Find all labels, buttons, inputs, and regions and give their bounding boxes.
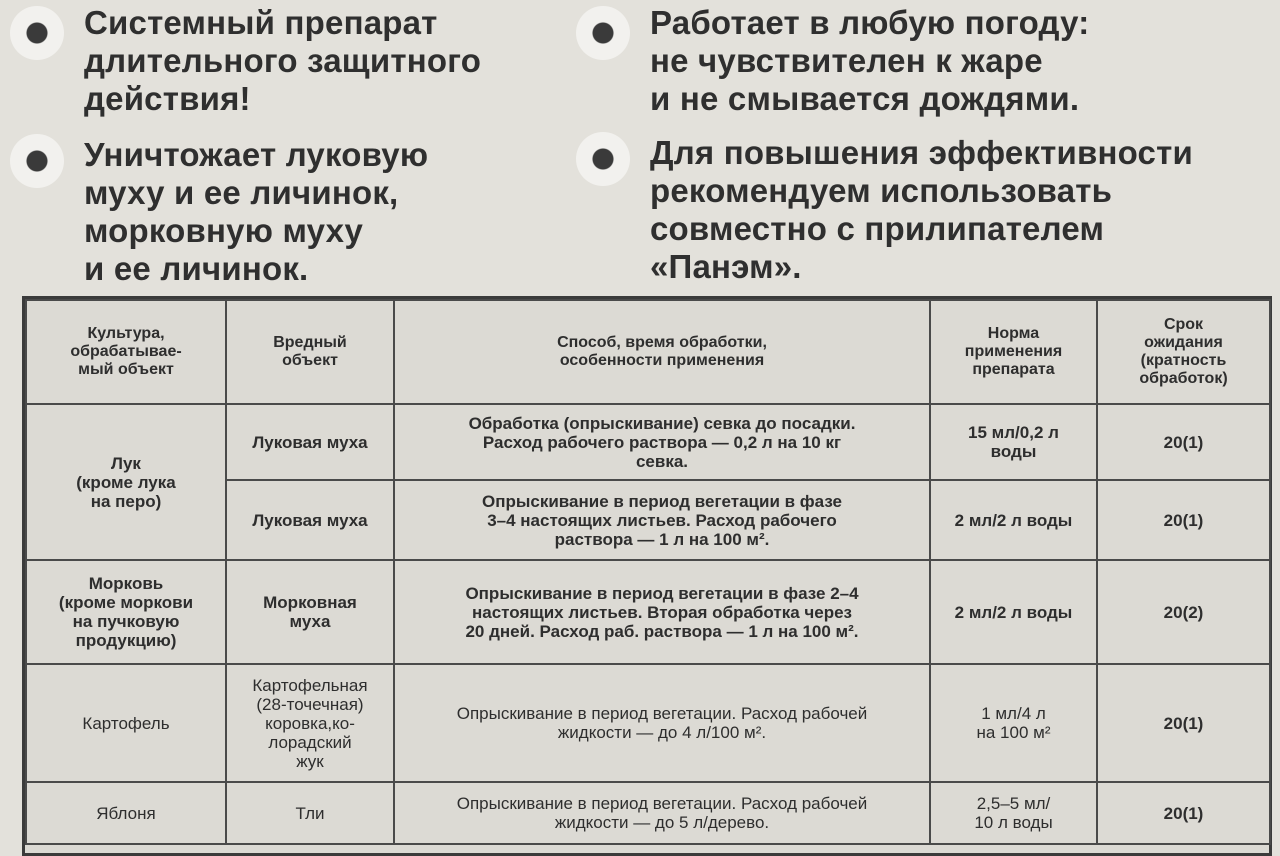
cell-pest: Луковая муха <box>226 404 394 480</box>
cell-crop: Морковь (кроме моркови на пучковую продукцию) <box>26 560 226 664</box>
table-row <box>26 664 1270 782</box>
cell-pest: Луковая муха <box>226 480 394 560</box>
cell-crop: Лук (кроме лука на перо) <box>26 404 226 560</box>
cell-pest: Тли <box>226 782 394 844</box>
cell-crop: Картофель <box>26 664 226 782</box>
cell-wait: 20(1) <box>1097 782 1270 844</box>
regulations-table <box>25 299 1271 845</box>
cell-method: Опрыскивание в период вегетации. Расход рабочей жидкости — до 4 л/100 м². <box>394 664 930 782</box>
table-row <box>26 560 1270 664</box>
bullet-text: Системный препарат длительного защитного действия! <box>84 4 482 117</box>
cell-pest: Картофельная (28-точечная) коровка,ко- лорадский жук <box>226 664 394 782</box>
cell-rate: 2 мл/2 л воды <box>930 480 1097 560</box>
cell-wait: 20(2) <box>1097 560 1270 664</box>
cell-wait: 20(1) <box>1097 664 1270 782</box>
header-rate: Норма применения препарата <box>930 300 1097 404</box>
bullet-text: Для повышения эффективности рекомендуем использовать совместно с прилипателем «Панэм». <box>650 134 1193 285</box>
header-crop: Культура, обрабатывае- мый объект <box>26 300 226 404</box>
bullet-dot-icon <box>10 134 64 188</box>
cell-method: Опрыскивание в период вегетации в фазе 3–4 настоящих листьев. Расход рабочего раствора — 1 л на 100 м². <box>394 480 930 560</box>
table-row <box>26 404 1270 480</box>
bullet-text: Работает в любую погоду: не чувствителен к жаре и не смывается дождями. <box>650 4 1090 117</box>
cell-method: Опрыскивание в период вегетации в фазе 2–4 настоящих листьев. Вторая обработка через 20 дней. Расход раб. раствора — 1 л на 100 м². <box>394 560 930 664</box>
cell-rate: 15 мл/0,2 л воды <box>930 404 1097 480</box>
application-table <box>22 296 1272 856</box>
header-wait: Срок ожидания (кратность обработок) <box>1097 300 1270 404</box>
header-pest: Вредный объект <box>226 300 394 404</box>
bullet-text: Уничтожает луковую муху и ее личинок, морковную муху и ее личинок. <box>84 136 429 287</box>
cell-pest: Морковная муха <box>226 560 394 664</box>
cell-crop: Яблоня <box>26 782 226 844</box>
bullet-dot-icon <box>576 6 630 60</box>
cell-method: Опрыскивание в период вегетации. Расход рабочей жидкости — до 5 л/дерево. <box>394 782 930 844</box>
table-header-row <box>26 300 1270 404</box>
bullet-dot-icon <box>10 6 64 60</box>
cell-wait: 20(1) <box>1097 480 1270 560</box>
cell-rate: 2,5–5 мл/ 10 л воды <box>930 782 1097 844</box>
bullet-dot-icon <box>576 132 630 186</box>
cell-rate: 1 мл/4 л на 100 м² <box>930 664 1097 782</box>
cell-method: Обработка (опрыскивание) севка до посадки. Расход рабочего раствора — 0,2 л на 10 кг севка. <box>394 404 930 480</box>
cell-rate: 2 мл/2 л воды <box>930 560 1097 664</box>
cell-wait: 20(1) <box>1097 404 1270 480</box>
header-method: Способ, время обработки, особенности применения <box>394 300 930 404</box>
feature-bullets <box>0 0 1280 300</box>
